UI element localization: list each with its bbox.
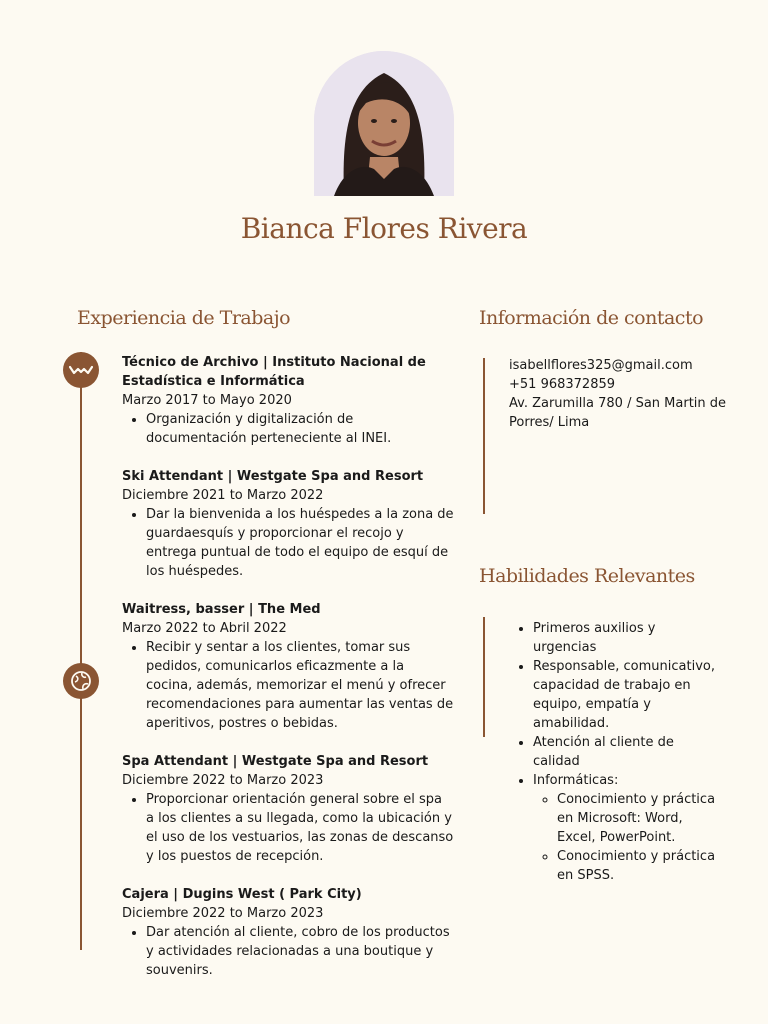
contact-title: Información de contacto [479,307,704,329]
job-bullet: • Recibir y sentar a los clientes, tomar sus pedidos, comunicarlos eficazmente a la cocina, además, memorizar el menú y ofrecer recomendaciones para aumentar las ventas de aperitivos, postres o bebidas. [146,638,454,733]
skill-item-label: Informáticas: [533,773,619,788]
experience-title: Experiencia de Trabajo [77,307,291,329]
job-entry [122,353,454,448]
skill-subitem: ◦ Conocimiento y práctica en Microsoft: Word, Excel, PowerPoint. [557,790,719,847]
contact-email: isabellflores325@gmail.com [509,358,693,373]
profile-name: Bianca Flores Rivera [240,212,528,245]
job-bullet: • Organización y digitalización de documentación perteneciente al INEI. [146,410,454,448]
experience-list [122,353,454,999]
job-dates: Diciembre 2022 to Marzo 2023 [122,906,324,921]
job-title: Ski Attendant | Westgate Spa and Resort [122,469,424,484]
skill-subitem: ◦ Conocimiento y práctica en SPSS. [557,847,719,885]
job-title: Spa Attendant | Westgate Spa and Resort [122,754,429,769]
skills-title: Habilidades Relevantes [479,565,695,587]
timeline-line [80,352,82,950]
job-entry [122,467,454,581]
job-dates: Marzo 2017 to Mayo 2020 [122,393,292,408]
job-entry [122,752,454,866]
job-bullet: • Proporcionar orientación general sobre el spa a los clientes a su llegada, como la ubicación y el uso de los vestuarios, las zonas de descanso y los puestos de recepción. [146,790,454,866]
job-dates: Marzo 2022 to Abril 2022 [122,621,287,636]
contact-phone: +51 968372859 [509,377,616,392]
job-dates: Diciembre 2021 to Marzo 2022 [122,488,324,503]
skills-divider [483,617,485,737]
job-bullet: • Dar la bienvenida a los huéspedes a la zona de guardaesquís y proporcionar el recojo y entrega puntual de todo el equipo de esquí de los huéspedes. [146,505,454,581]
job-title: Waitress, basser | The Med [122,602,321,617]
skills-list [509,619,719,885]
contact-info [509,356,729,432]
job-entry [122,600,454,733]
contact-address: Av. Zarumilla 780 / San Martin de Porres/ Lima [509,396,727,430]
skill-item: • Responsable, comunicativo, capacidad de trabajo en equipo, empatía y amabilidad. [533,657,719,733]
profile-photo [314,51,454,196]
skill-item: • Primeros auxilios y urgencias [533,619,719,657]
job-bullet: • Dar atención al cliente, cobro de los productos y actividades relacionadas a una boutique y souvenirs. [146,923,454,980]
job-dates: Diciembre 2022 to Marzo 2023 [122,773,324,788]
job-title: Técnico de Archivo | Instituto Nacional de Estadística e Informática [122,355,426,389]
skill-item: • Atención al cliente de calidad [533,733,719,771]
skill-item [533,771,719,885]
handshake-icon [63,352,99,388]
contact-divider [483,358,485,514]
job-entry [122,885,454,980]
job-title: Cajera | Dugins West ( Park City) [122,887,362,902]
globe-icon [63,663,99,699]
